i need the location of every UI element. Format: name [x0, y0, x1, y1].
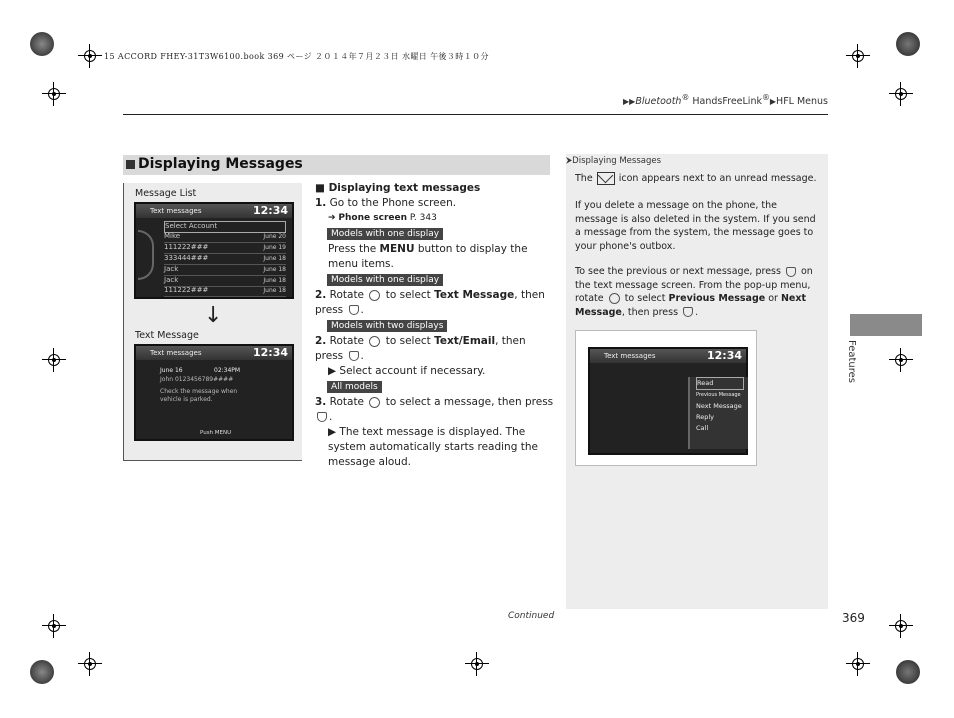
push-dial-icon [349, 351, 359, 361]
envelope-icon [597, 172, 615, 185]
step-2a: 2. Rotate to select Text Message, then press . [315, 289, 545, 316]
registration-mark-icon [889, 614, 913, 638]
registration-mark-icon [889, 348, 913, 372]
triangle-right-icon: ▶ [769, 97, 777, 107]
triangle-right-icon: ▶ [328, 426, 337, 438]
color-target-icon [30, 32, 54, 56]
interface-dial-icon [369, 336, 380, 347]
popup-menu-illustration [575, 330, 757, 466]
screen-title-bar: Text messages 12:34 [590, 349, 746, 363]
registered-mark: ® [761, 93, 770, 102]
model-badge: Models with one display [327, 274, 443, 286]
list-item: Jack June 18 [164, 276, 286, 287]
page-number: 369 [842, 611, 865, 625]
text-message-screen [134, 344, 294, 441]
menu-item: Next Message [696, 402, 742, 410]
triangle-right-icon: ▶▶ [623, 97, 636, 107]
breadcrumb-hfl-menus[interactable]: HFL Menus [776, 96, 828, 108]
cross-reference[interactable]: ➔ Phone screen P. 343 [328, 213, 437, 223]
registration-mark-icon [42, 82, 66, 106]
continued-label: Continued [508, 611, 555, 621]
list-item: Select Account [164, 221, 286, 233]
color-target-icon [30, 660, 54, 684]
list-item: 333444### June 18 [164, 254, 286, 265]
push-dial-icon [683, 307, 693, 317]
registration-mark-icon [889, 82, 913, 106]
list-item: Jack June 18 [164, 265, 286, 276]
step-3-note: ▶ The text message is displayed. The system automatically starts reading the message aloud. [328, 426, 538, 468]
registration-mark-icon [846, 44, 870, 68]
section-heading [123, 155, 550, 175]
popup-menu [688, 377, 748, 449]
press-menu-note: Press the MENU button to display the menu items. [328, 243, 528, 270]
screen-clock: 12:34 [252, 204, 288, 217]
list-item: 111222### June 19 [164, 243, 286, 254]
message-date: June 16 [160, 367, 183, 374]
message-list-label: Message List [135, 188, 197, 199]
color-target-icon [896, 32, 920, 56]
illustration-panel [123, 183, 302, 461]
registration-mark-icon [78, 44, 102, 68]
message-list-screen [134, 202, 294, 299]
message-body: Check the message when vehicle is parked. [160, 388, 238, 403]
push-dial-icon [786, 267, 796, 277]
step-3: 3. Rotate to select a message, then press . [315, 396, 554, 423]
subheading: ■ Displaying text messages [315, 182, 481, 194]
screen-title: Text messages [150, 349, 202, 357]
screen-title-bar [136, 204, 292, 218]
features-tab[interactable] [850, 314, 922, 336]
interface-dial-icon [369, 290, 380, 301]
triangle-right-icon: ▶ [328, 365, 337, 377]
text-message-label: Text Message [135, 330, 199, 341]
reference-arrow-icon: ➔ [328, 213, 336, 223]
screen-title: Text messages [150, 207, 202, 215]
step-1: 1. Go to the Phone screen. [315, 197, 457, 209]
list-item: 111222### June 18 [164, 286, 286, 297]
registration-mark-icon [465, 652, 489, 676]
breadcrumb-bluetooth[interactable]: Bluetooth [635, 96, 682, 108]
model-badge: Models with two displays [327, 320, 447, 332]
header-rule [123, 114, 828, 115]
breadcrumb [623, 93, 828, 107]
selector-knob-graphic [138, 230, 154, 280]
features-tab-label: Features [846, 340, 857, 383]
arrow-down-icon: ↓ [204, 303, 223, 328]
push-dial-icon [349, 305, 359, 315]
registration-mark-icon [846, 652, 870, 676]
registration-mark-icon [42, 348, 66, 372]
menu-item: Read [696, 377, 744, 390]
menu-item: Reply [696, 413, 715, 421]
step-2b: 2. Rotate to select Text/Email, then press . [315, 335, 526, 362]
list-item: Mike June 20 [164, 232, 286, 243]
popup-screen [588, 347, 748, 455]
screen-clock: 12:34 [252, 346, 288, 359]
breadcrumb-handsfreelink[interactable]: HandsFreeLink [692, 96, 762, 108]
sidebar-paragraph: If you delete a message on the phone, the message is also deleted in the system. If you send a message from the system, the message goes to your phone's outbox. [575, 200, 816, 252]
menu-item: Call [696, 424, 709, 432]
registered-mark: ® [681, 93, 690, 102]
step-2b-note: ▶ Select account if necessary. [328, 365, 486, 377]
sidebar-paragraph: To see the previous or next message, press on the text message screen. From the pop-up menu, rotate to select Previous Message or Next Message, then press . [575, 266, 813, 318]
interface-dial-icon [609, 293, 620, 304]
push-dial-icon [317, 412, 327, 422]
double-arrow-icon: ⮞ [566, 156, 573, 166]
screen-title-bar [136, 346, 292, 360]
sidebar-paragraph: The icon appears next to an unread message. [575, 173, 817, 184]
screen-footer: Push MENU [200, 430, 232, 436]
registration-mark-icon [78, 652, 102, 676]
message-time: 02:34PM [214, 367, 241, 374]
color-target-icon [896, 660, 920, 684]
model-badge: All models [327, 381, 382, 393]
interface-dial-icon [369, 397, 380, 408]
registration-mark-icon [42, 614, 66, 638]
main-instructions [315, 181, 555, 470]
sidebar-title: ⮞Displaying Messages [566, 156, 662, 166]
menu-item: Previous Message [696, 392, 741, 398]
model-badge: Models with one display [327, 228, 443, 240]
section-title: Displaying Messages [138, 156, 303, 172]
message-sender: John 0123456789#### [160, 376, 234, 383]
square-bullet-icon [126, 160, 135, 169]
print-header: 15 ACCORD FHEY-31T3W6100.book 369 ページ ２０１４年７月２３日 水曜日 午後３時１０分 [104, 52, 489, 61]
